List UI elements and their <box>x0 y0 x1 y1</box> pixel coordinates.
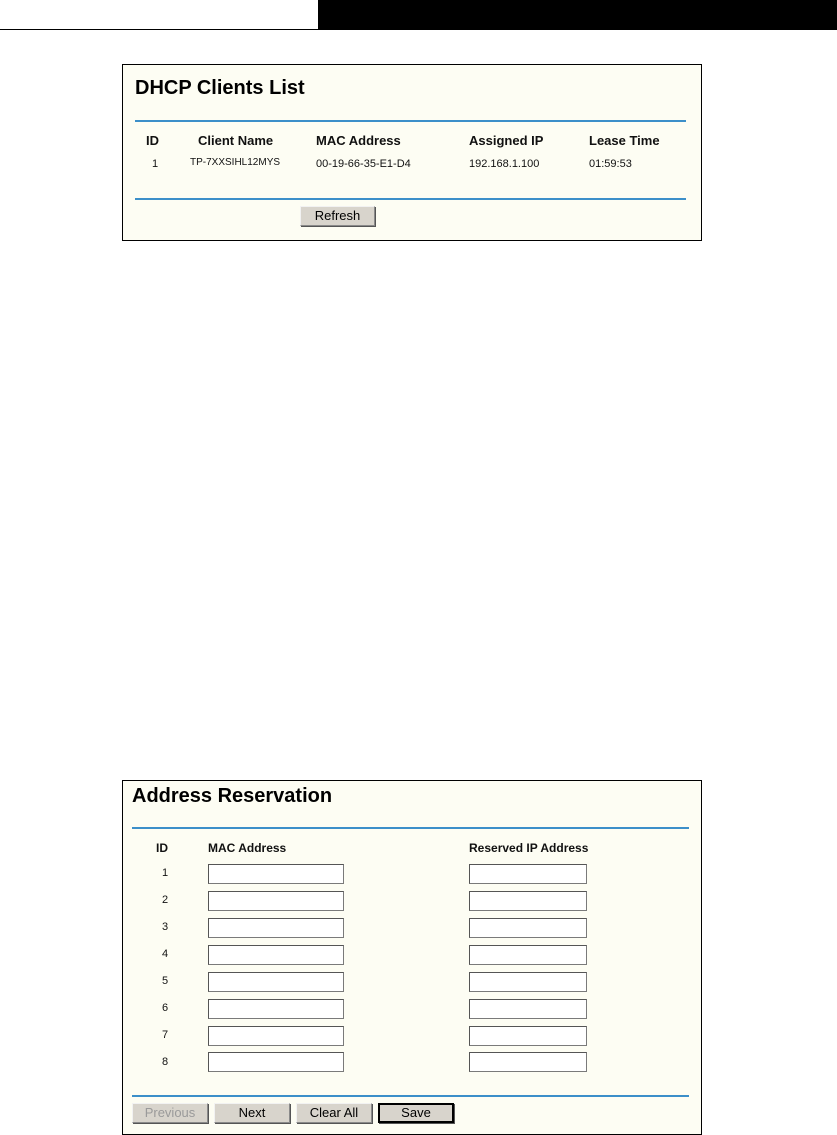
next-button[interactable]: Next <box>214 1103 290 1123</box>
mac-address-field[interactable] <box>208 891 344 911</box>
row-id: 8 <box>161 1056 169 1068</box>
col-header-assigned-ip: Assigned IP <box>469 133 544 148</box>
row-id: 4 <box>161 948 169 960</box>
header-rule <box>0 29 837 30</box>
previous-button[interactable]: Previous <box>132 1103 208 1123</box>
dhcp-clients-panel <box>122 64 702 241</box>
col-header-mac-address: MAC Address <box>316 133 401 148</box>
mac-address-field[interactable] <box>208 972 344 992</box>
mac-address-field[interactable] <box>208 1052 344 1072</box>
reserved-ip-field[interactable] <box>469 864 587 884</box>
header-bar <box>318 0 837 29</box>
reserved-ip-field[interactable] <box>469 999 587 1019</box>
col-header-id: ID <box>146 133 159 148</box>
clear-all-button[interactable]: Clear All <box>296 1103 372 1123</box>
reserved-ip-field[interactable] <box>469 945 587 965</box>
client-mac: 00-19-66-35-E1-D4 <box>316 158 411 170</box>
divider-top <box>132 827 689 829</box>
reservation-title: Address Reservation <box>132 785 333 807</box>
row-id: 6 <box>161 1002 169 1014</box>
save-button[interactable]: Save <box>378 1103 454 1123</box>
refresh-button[interactable]: Refresh <box>300 206 375 226</box>
divider-bottom <box>135 198 686 200</box>
reserved-ip-field[interactable] <box>469 1026 587 1046</box>
row-id: 3 <box>161 921 169 933</box>
divider-top <box>135 120 686 122</box>
mac-address-field[interactable] <box>208 945 344 965</box>
client-id: 1 <box>152 158 159 170</box>
reserved-ip-field[interactable] <box>469 972 587 992</box>
client-lease: 01:59:53 <box>589 158 632 170</box>
row-id: 1 <box>161 867 169 879</box>
row-id: 5 <box>161 975 169 987</box>
address-reservation-panel <box>122 780 702 1135</box>
mac-address-field[interactable] <box>208 864 344 884</box>
col-header-client-name: Client Name <box>198 133 274 148</box>
reserved-ip-field[interactable] <box>469 1052 587 1072</box>
client-name: TP-7XXSIHL12MYS <box>190 157 281 168</box>
col-header-id: ID <box>156 841 168 855</box>
mac-address-field[interactable] <box>208 999 344 1019</box>
row-id: 2 <box>161 894 169 906</box>
col-header-lease-time: Lease Time <box>589 133 660 148</box>
dhcp-clients-title: DHCP Clients List <box>135 77 305 99</box>
row-id: 7 <box>161 1029 169 1041</box>
col-header-reserved-ip: Reserved IP Address <box>469 841 589 855</box>
reserved-ip-field[interactable] <box>469 918 587 938</box>
divider-bottom <box>132 1095 689 1097</box>
col-header-mac-address: MAC Address <box>208 841 287 855</box>
client-ip: 192.168.1.100 <box>469 158 540 170</box>
mac-address-field[interactable] <box>208 918 344 938</box>
mac-address-field[interactable] <box>208 1026 344 1046</box>
reserved-ip-field[interactable] <box>469 891 587 911</box>
